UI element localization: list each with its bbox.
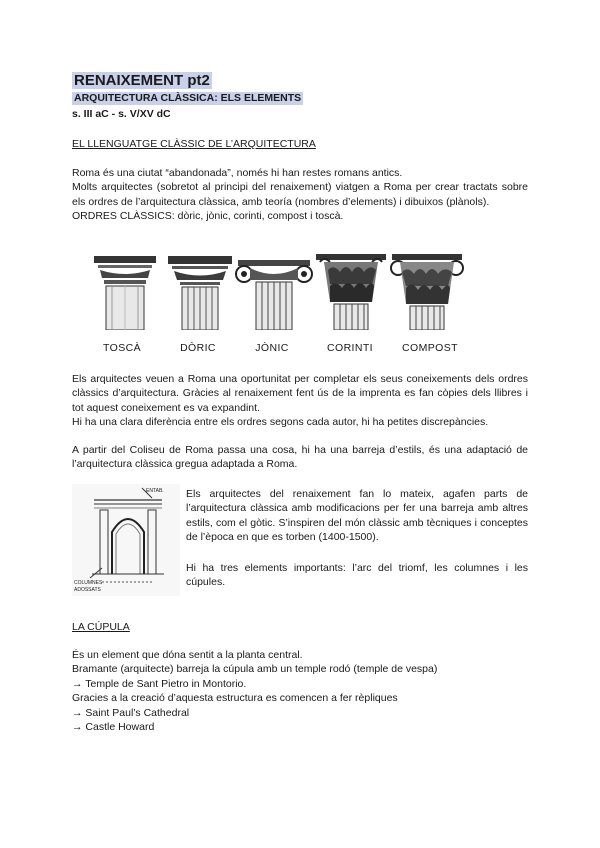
composite-capital-icon: [391, 254, 463, 330]
sketch-label-bottom: COLUMNES: [74, 580, 103, 586]
paragraph: ORDRES CLÀSSICS: dòric, jònic, corinti, compost i toscà.: [72, 210, 344, 223]
corinthian-capital-icon: [316, 254, 386, 330]
section2-body: [72, 372, 528, 430]
sketch-label-top: ENTAB.: [146, 488, 164, 494]
list-item: → Castle Howard: [72, 721, 155, 734]
section3-body: [72, 648, 528, 734]
triumphal-arch-sketch: [72, 484, 180, 596]
sketch-label-bottom-2: ADOSSATS: [74, 587, 101, 593]
order-label-compost: COMPOST: [402, 342, 458, 354]
paragraph: Molts arquitectes (sobretot al principi del renaixement) viatgen a Roma per crear tractats sobre els ordres de l’arquitectura clàssica, amb teoría (nombres d’elements) i dibuixos (plànols).: [72, 181, 528, 208]
list-item: Bramante (arquitecte) barreja la cúpula amb un temple rodó (temple de vespa): [72, 663, 438, 676]
order-label-tosca: TOSCÀ: [103, 342, 141, 354]
doric-capital-icon: [168, 256, 232, 330]
ionic-capital-icon: [236, 260, 312, 330]
coliseu-paragraph: A partir del Coliseu de Roma passa una cosa, hi ha una barreja d’estils, és una adaptació de l’arquitectura clàssica gregua adaptada a Roma.: [72, 444, 528, 471]
order-label-jonic: JÒNIC: [255, 342, 289, 354]
list-item: → Temple de Sant Pietro in Montorio.: [72, 677, 247, 690]
page-subtitle: ARQUITECTURA CLÀSSICA: ELS ELEMENTS: [74, 92, 302, 104]
order-label-doric: DÒRIC: [180, 342, 216, 354]
list-item: És un element que dóna sentit a la planta central.: [72, 649, 303, 661]
page-title: RENAIXEMENT pt2: [74, 72, 210, 89]
list-item: → Saint Paul’s Cathedral: [72, 706, 190, 719]
paragraph: Roma és una ciutat “abandonada”, només hi han restes romans antics.: [72, 167, 403, 179]
tuscan-capital-icon: [94, 256, 156, 330]
tres-elements-paragraph: Hi ha tres elements importants: l’arc del triomf, les columnes i les cúpules.: [186, 562, 528, 589]
section1-body: [72, 166, 528, 224]
list-item: Gracies a la creació d’aquesta estructura es comencen a fer rèpliques: [72, 692, 398, 705]
period-label: s. III aC - s. V/XV dC: [72, 108, 171, 120]
renaixement-paragraph: Els arquitectes del renaixement fan lo mateix, agafen parts de l’arquitectura clàssica amb modificacions per fer una barreja amb altres estils, com el gòtic. S’inspiren del món clàssic amb tècniques i conceptes de l’època en que es torben (1400-1500).: [186, 488, 528, 544]
paragraph: Hi ha una clara diferència entre els ordres segons cada autor, hi ha petites discrepàncies.: [72, 416, 489, 429]
paragraph: Els arquitectes veuen a Roma una oportunitat per completar els seus coneixements dels ordres clàssics d’arquitectura. Gràcies al renaixement fent ús de la imprenta es fan còpies dels llibres i tot aquest coneixement es va expandint.: [72, 373, 528, 414]
section-heading-cupula: LA CÚPULA: [72, 621, 130, 633]
classical-orders-illustration: [88, 250, 478, 330]
order-label-corinti: CORINTI: [327, 342, 373, 354]
section-heading-llenguatge: EL LLENGUATGE CLÀSSIC DE L’ARQUITECTURA: [72, 138, 316, 150]
